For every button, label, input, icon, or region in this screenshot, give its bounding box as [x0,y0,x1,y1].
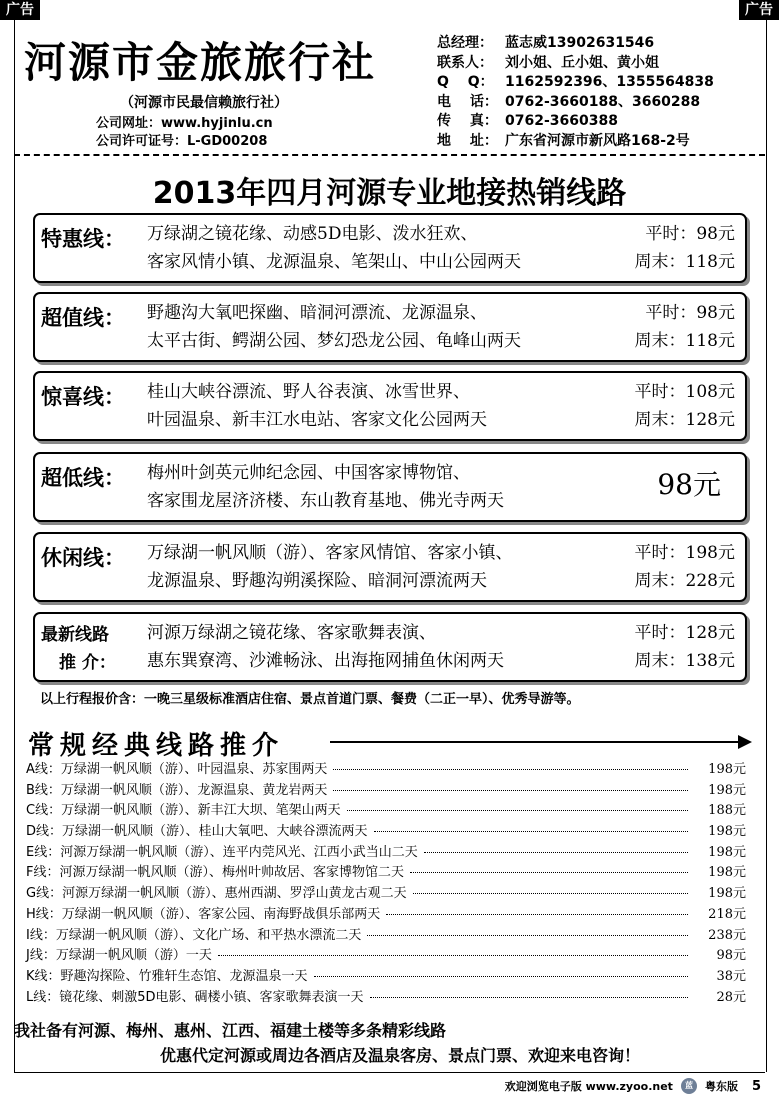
route-text: 万绿湖一帆风顺（游）、文化广场、和平热水漂流二天 [55,927,362,943]
route-text: 万绿湖一帆风顺（游）、龙源温泉、黄龙岩两天 [60,782,328,798]
list-item [26,986,746,1007]
route-box [33,612,747,682]
route-tag: 惊喜线： [41,385,125,409]
route-box [33,371,747,441]
list-item [26,799,746,820]
ad-label-left: 广告 [0,0,40,20]
route-line-2: 叶园温泉、新丰江水电站、客家文化公园两天 [147,410,487,430]
route-price-weekend: 周末：118元 [634,331,735,351]
route-box [33,213,747,283]
route-box [33,292,747,362]
route-price-weekday: 平时：98元 [645,224,735,244]
price-note: 以上行程报价含：一晚三星级标准酒店住宿、景点首道门票、餐费（二正一早）、优秀导游等。 [40,692,580,707]
company-slogan: （河源市民最信赖旅行社） [120,95,288,111]
route-price-weekend: 周末：128元 [634,410,735,430]
route-price: 198元 [708,844,746,860]
route-code: H线： [26,906,62,922]
page-title: 2013年四月河源专业地接热销线路 [152,176,627,211]
contact-row [437,93,714,113]
route-tag: 最新线路 [41,625,109,645]
contact-label: 电 话： [437,93,498,110]
route-text: 万绿湖一帆风顺（游）、新丰江大坝、笔架山两天 [61,803,341,819]
route-text: 万绿湖一帆风顺（游）、桂山大氧吧、大峡谷漂流两天 [62,824,368,840]
dot-leader [347,810,688,811]
page-number: 5 [751,1078,761,1094]
route-tag: 超值线： [41,306,125,330]
dot-leader [367,935,688,936]
route-line-1: 桂山大峡谷漂流、野人谷表演、冰雪世界、 [147,382,470,402]
route-text: 镜花缘、刺激5D电影、碉楼小镇、客家歌舞表演一天 [59,989,364,1005]
route-code: K线： [26,968,61,984]
dot-leader [218,955,688,956]
contact-label: 传 真： [437,113,498,129]
footer-line-2: 优惠代定河源或周边各酒店及温泉客房、景点门票、欢迎来电咨询！ [160,1046,641,1065]
dot-leader [386,914,688,915]
list-item [26,758,746,779]
company-website: 公司网址：www.hyjinlu.cn [96,116,273,131]
contact-value: 0762-3660188、3660288 [505,93,701,110]
list-item [26,882,746,903]
route-text: 河源万绿湖一帆风顺（游）、梅州叶帅故居、客家博物馆二天 [59,865,404,881]
route-line-1: 野趣沟大氧吧探幽、暗洞河漂流、龙源温泉、 [147,303,487,323]
route-text: 河源万绿湖一帆风顺（游）、连平内莞风光、江西小武当山二天 [60,844,418,860]
route-price-weekday: 平时：108元 [634,382,735,402]
edition-label: 粤东版 [704,1080,738,1093]
list-item [26,965,746,986]
divider [14,1072,765,1073]
contact-value: 0762-3660388 [505,113,618,129]
route-price: 38元 [716,968,746,984]
classic-route-list [26,758,746,1006]
company-name: 河源市金旅旅行社 [24,38,377,87]
route-code: B线： [26,782,61,798]
route-price: 198元 [708,824,746,840]
route-price: 218元 [708,906,746,922]
route-tag: 推 介： [59,653,116,673]
route-code: A线： [26,762,61,777]
route-code: I线： [26,927,56,943]
contact-row [437,54,714,74]
route-price: 198元 [708,865,746,881]
ad-label-right: 广告 [739,0,779,20]
list-item [26,820,746,841]
dot-leader [370,997,688,998]
dot-leader [424,852,688,853]
contact-value: 蓝志威13902631546 [505,35,655,51]
contact-block [437,34,714,151]
route-text: 万绿湖一帆风顺（游）、叶园温泉、苏家围两天 [60,762,328,777]
contact-label: 联系人： [437,54,493,71]
list-item [26,779,746,800]
route-tag: 超低线： [41,466,125,490]
dot-leader [413,893,688,894]
route-price: 188元 [708,803,746,819]
list-item [26,841,746,862]
route-line-2: 客家风情小镇、龙源温泉、笔架山、中山公园两天 [147,252,521,272]
contact-label: Q Q： [437,74,494,90]
arrow-right-icon [738,735,752,749]
route-line-2: 龙源温泉、野趣沟朔溪探险、暗洞河漂流两天 [147,571,487,591]
route-line-2: 客家围龙屋济济楼、东山教育基地、佛光寺两天 [147,491,504,511]
route-price-flat: 98元 [657,468,721,501]
footer-line-1: 我社备有河源、梅州、惠州、江西、福建土楼等多条精彩线路 [14,1021,447,1040]
list-item [26,861,746,882]
contact-value: 广东省河源市新风路168-2号 [505,132,690,149]
contact-row [437,112,714,132]
dot-leader [333,769,688,770]
list-item [26,924,746,945]
route-price: 198元 [708,886,746,902]
route-price-weekend: 周末：228元 [634,571,735,591]
route-line-2: 太平古街、鳄湖公园、梦幻恐龙公园、龟峰山两天 [147,331,521,351]
route-code: C线： [26,803,62,819]
contact-label: 地 址： [437,132,498,149]
route-line-2: 惠东巽寮湾、沙滩畅泳、出海拖网捕鱼休闲两天 [147,651,504,671]
divider [14,154,765,156]
route-price: 238元 [708,927,746,943]
section-title: 常规经典线路推介 [28,731,285,761]
list-item [26,903,746,924]
route-code: F线： [26,865,60,881]
route-box [33,452,747,522]
route-line-1: 万绿湖一帆风顺（游）、客家风情馆、客家小镇、 [147,543,513,563]
route-tag: 休闲线： [41,546,125,570]
route-price-weekday: 平时：198元 [634,543,735,563]
route-code: J线： [26,948,56,964]
route-code: L线： [26,989,60,1005]
route-line-1: 河源万绿湖之镜花缘、客家歌舞表演、 [147,623,436,643]
company-license: 公司许可证号：L-GD00208 [96,134,268,149]
route-line-1: 万绿湖之镜花缘、动感5D电影、泼水狂欢、 [147,224,478,244]
route-text: 野趣沟探险、竹雅轩生态馆、龙源温泉一天 [60,968,308,984]
route-price: 198元 [708,762,746,777]
dot-leader [410,872,688,873]
route-code: G线： [26,886,63,902]
list-item [26,944,746,965]
route-price-weekday: 平时：98元 [645,303,735,323]
route-box [33,532,747,602]
contact-row [437,73,714,93]
contact-label: 总经理： [437,35,493,51]
browse-link[interactable]: 欢迎浏览电子版 www.zyoo.net [504,1080,673,1093]
contact-row [437,34,714,54]
route-code: D线： [26,824,63,840]
route-price: 198元 [708,782,746,798]
route-price: 28元 [716,989,746,1005]
bottom-bar [505,1078,761,1094]
route-code: E线： [26,844,61,860]
route-price: 98元 [716,948,746,964]
contact-value: 刘小姐、丘小姐、黄小姐 [505,54,659,71]
dot-leader [333,790,688,791]
route-text: 万绿湖一帆风顺（游）、客家公园、南海野战俱乐部两天 [61,906,381,922]
route-text: 万绿湖一帆风顺（游）一天 [55,948,212,964]
contact-value: 1162592396、1355564838 [505,74,714,90]
contact-row [437,132,714,152]
dot-leader [314,976,688,977]
route-price-weekend: 周末：118元 [634,252,735,272]
route-price-weekday: 平时：128元 [634,623,735,643]
arrow-line [330,741,740,743]
route-tag: 特惠线： [41,227,125,251]
route-line-1: 梅州叶剑英元帅纪念园、中国客家博物馆、 [147,463,470,483]
dot-leader [374,831,688,832]
route-text: 河源万绿湖一帆风顺（游）、惠州西湖、罗浮山黄龙古观二天 [62,886,407,902]
route-price-weekend: 周末：138元 [634,651,735,671]
logo-icon: 蓝 [681,1078,697,1094]
